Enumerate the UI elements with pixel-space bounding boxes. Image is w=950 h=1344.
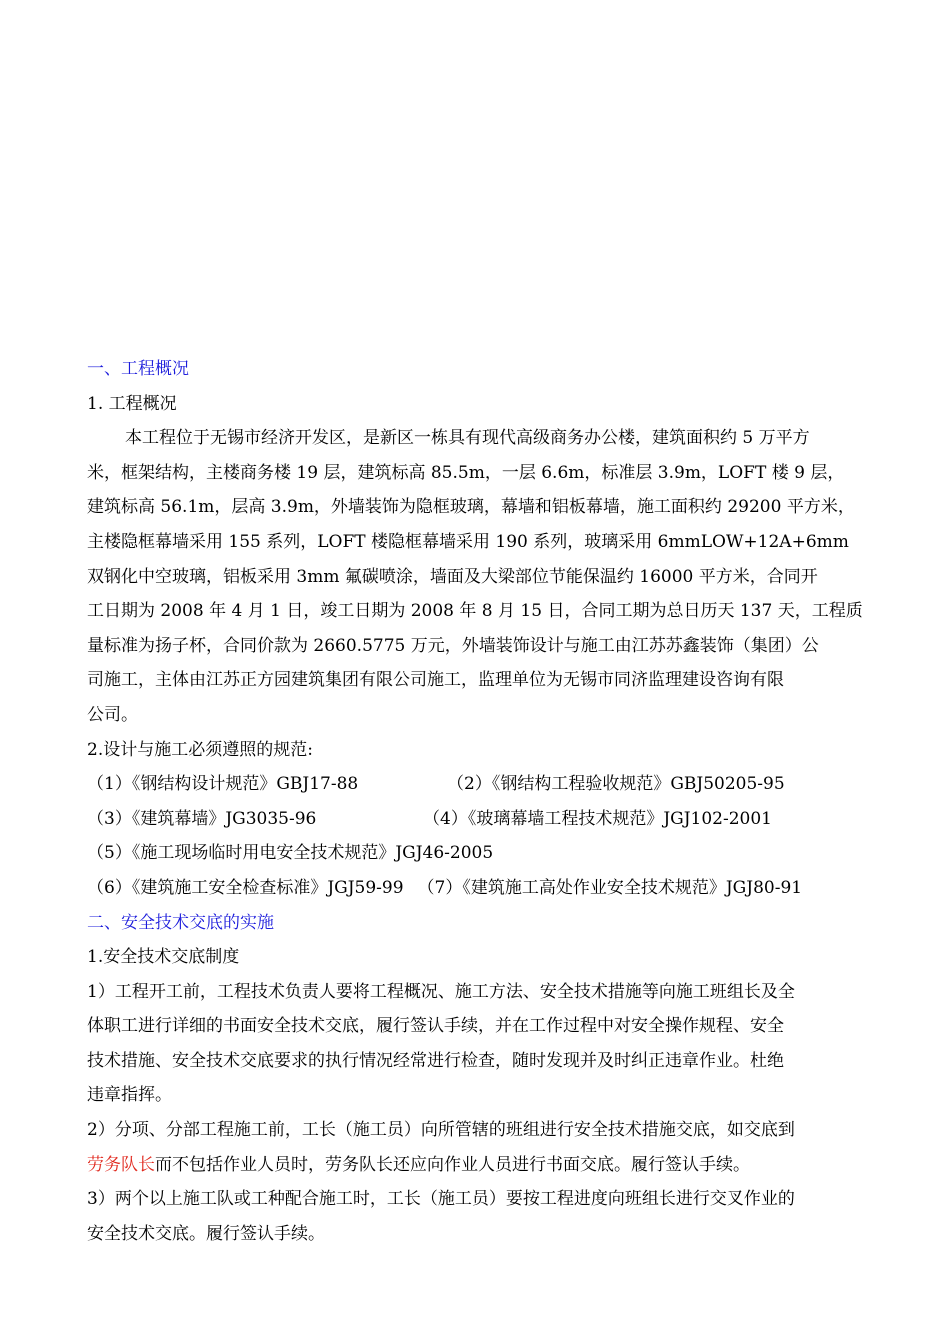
- standards-row: [87, 802, 897, 837]
- subheading-safety-system: 1.安全技术交底制度: [87, 947, 240, 968]
- safety-item-2: [87, 1113, 897, 1182]
- standard-item: （1）《钢结构设计规范》GBJ17-88: [87, 774, 359, 795]
- paragraph-line: 安全技术交底。履行签认手续。: [87, 1223, 325, 1244]
- paragraph-line: 双钢化中空玻璃，铝板采用 3mm 氟碳喷涂，墙面及大梁部位节能保温约 16000 平方米，合同开: [87, 566, 818, 587]
- standard-item: （6）《建筑施工安全检查标准》JGJ59-99: [87, 877, 404, 898]
- section-heading-safety: 二、安全技术交底的实施: [87, 912, 274, 933]
- paragraph-line: 米，框架结构，主楼商务楼 19 层，建筑标高 85.5m，一层 6.6m，标准层 3.9m，LOFT 楼 9 层，: [87, 462, 845, 483]
- document-page: [87, 352, 897, 1251]
- standard-item: （3）《建筑幕墙》JG3035-96: [87, 808, 317, 829]
- paragraph-line: 3）两个以上施工队或工种配合施工时，工长（施工员）要按工程进度向班组长进行交叉作业的: [87, 1189, 795, 1210]
- overview-paragraph: [87, 421, 897, 732]
- safety-item-1: [87, 975, 897, 1113]
- paragraph-line: 2）分项、分部工程施工前，工长（施工员）向所管辖的班组进行安全技术措施交底，如交底到: [87, 1120, 795, 1141]
- paragraph-line: 1）工程开工前，工程技术负责人要将工程概况、施工方法、安全技术措施等向施工班组长及全: [87, 981, 795, 1002]
- subheading-standards: 2.设计与施工必须遵照的规范:: [87, 739, 313, 760]
- paragraph-line: 量标准为扬子杯，合同价款为 2660.5775 万元，外墙装饰设计与施工由江苏苏鑫装饰（集团）公: [87, 635, 819, 656]
- paragraph-line: 违章指挥。: [87, 1085, 172, 1106]
- highlighted-text: 劳务队长: [87, 1154, 155, 1175]
- standard-item: （4）《玻璃幕墙工程技术规范》JGJ102-2001: [423, 808, 772, 829]
- paragraph-line: 公司。: [87, 704, 138, 725]
- paragraph-line: 司施工，主体由江苏正方园建筑集团有限公司施工，监理单位为无锡市同济监理建设咨询有限: [87, 670, 784, 691]
- subheading-overview: 1. 工程概况: [87, 393, 177, 414]
- section-heading-overview: 一、工程概况: [87, 359, 189, 379]
- paragraph-line: 技术措施、安全技术交底要求的执行情况经常进行检查，随时发现并及时纠正违章作业。杜绝: [87, 1050, 784, 1071]
- standards-row: [87, 767, 897, 802]
- paragraph-text: 而不包括作业人员时，劳务队长还应向作业人员进行书面交底。履行签认手续。: [155, 1154, 750, 1175]
- standards-list: [87, 767, 897, 905]
- standard-item: （7）《建筑施工高处作业安全技术规范》JGJ80-91: [417, 877, 803, 898]
- standards-row: [87, 871, 897, 906]
- paragraph-line: 建筑标高 56.1m，层高 3.9m，外墙装饰为隐框玻璃，幕墙和铝板幕墙，施工面积约 29200 平方米，: [87, 497, 855, 518]
- standard-item: （5）《施工现场临时用电安全技术规范》JGJ46-2005: [87, 843, 494, 864]
- paragraph-line: [87, 1148, 897, 1183]
- standard-item: （2）《钢结构工程验收规范》GBJ50205-95: [447, 774, 785, 795]
- paragraph-line: 主楼隐框幕墙采用 155 系列，LOFT 楼隐框幕墙采用 190 系列，玻璃采用 6mmLOW+12A+6mm: [87, 531, 849, 552]
- paragraph-line: 体职工进行详细的书面安全技术交底，履行签认手续，并在工作过程中对安全操作规程、安全: [87, 1016, 784, 1037]
- safety-item-3: [87, 1182, 897, 1251]
- paragraph-line: 工日期为 2008 年 4 月 1 日，竣工日期为 2008 年 8 月 15 日，合同工期为总日历天 137 天，工程质: [87, 601, 863, 622]
- paragraph-line: 本工程位于无锡市经济开发区，是新区一栋具有现代高级商务办公楼，建筑面积约 5 万平方: [125, 428, 810, 449]
